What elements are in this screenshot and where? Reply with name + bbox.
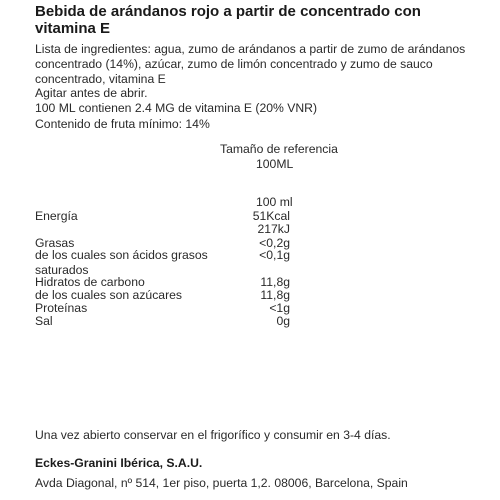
fruit-content: Contenido de fruta mínimo: 14% [35, 117, 210, 131]
nutrition-row-value: <0,2g [259, 236, 290, 250]
nutrition-row-label: de los cuales son azúcares [35, 288, 183, 302]
nutrition-row-value: 217kJ [257, 222, 290, 236]
nutrition-row-value: 0g [276, 314, 290, 328]
nutrition-row-label: Sal [35, 314, 53, 328]
nutrition-row-label: Proteínas [35, 301, 88, 315]
nutrition-row-label: Hidratos de carbono [35, 275, 145, 289]
nutrition-row-value: 11,8g [260, 288, 290, 302]
per-100ml-header: 100 ml [256, 195, 293, 209]
storage-note: Una vez abierto conservar en el frigorífico y consumir en 3-4 días. [35, 428, 391, 442]
product-title: Bebida de arándanos rojo a partir de concentrado con vitamina E [35, 3, 421, 37]
nutrition-row-value: <1g [269, 301, 290, 315]
company-name: Eckes-Granini Ibérica, S.A.U. [35, 456, 203, 470]
reference-size-label: Tamaño de referencia [220, 142, 338, 156]
nutrition-row-value: <0,1g [259, 248, 290, 262]
company-address: Avda Diagonal, nº 514, 1er piso, puerta 1,2. 08006, Barcelona, Spain [35, 476, 408, 490]
ingredients-list: Lista de ingredientes: agua, zumo de arándanos a partir de zumo de arándanos concentrado (14%), azúcar, zumo de limón concentrado y zumo de sauco concentrado, vitamina E [35, 42, 466, 86]
vitamin-note: 100 ML contienen 2.4 MG de vitamina E (20% VNR) [35, 101, 318, 115]
shake-note: Agitar antes de abrir. [35, 86, 148, 100]
nutrition-row-value: 51Kcal [252, 209, 290, 223]
nutrition-row-label: de los cuales son ácidos grasos saturados [35, 248, 208, 277]
nutrition-row-label: Energía [35, 209, 78, 223]
nutrition-row-label: Grasas [35, 236, 75, 250]
reference-size-value: 100ML [256, 157, 294, 171]
nutrition-row-value: 11,8g [260, 275, 290, 289]
